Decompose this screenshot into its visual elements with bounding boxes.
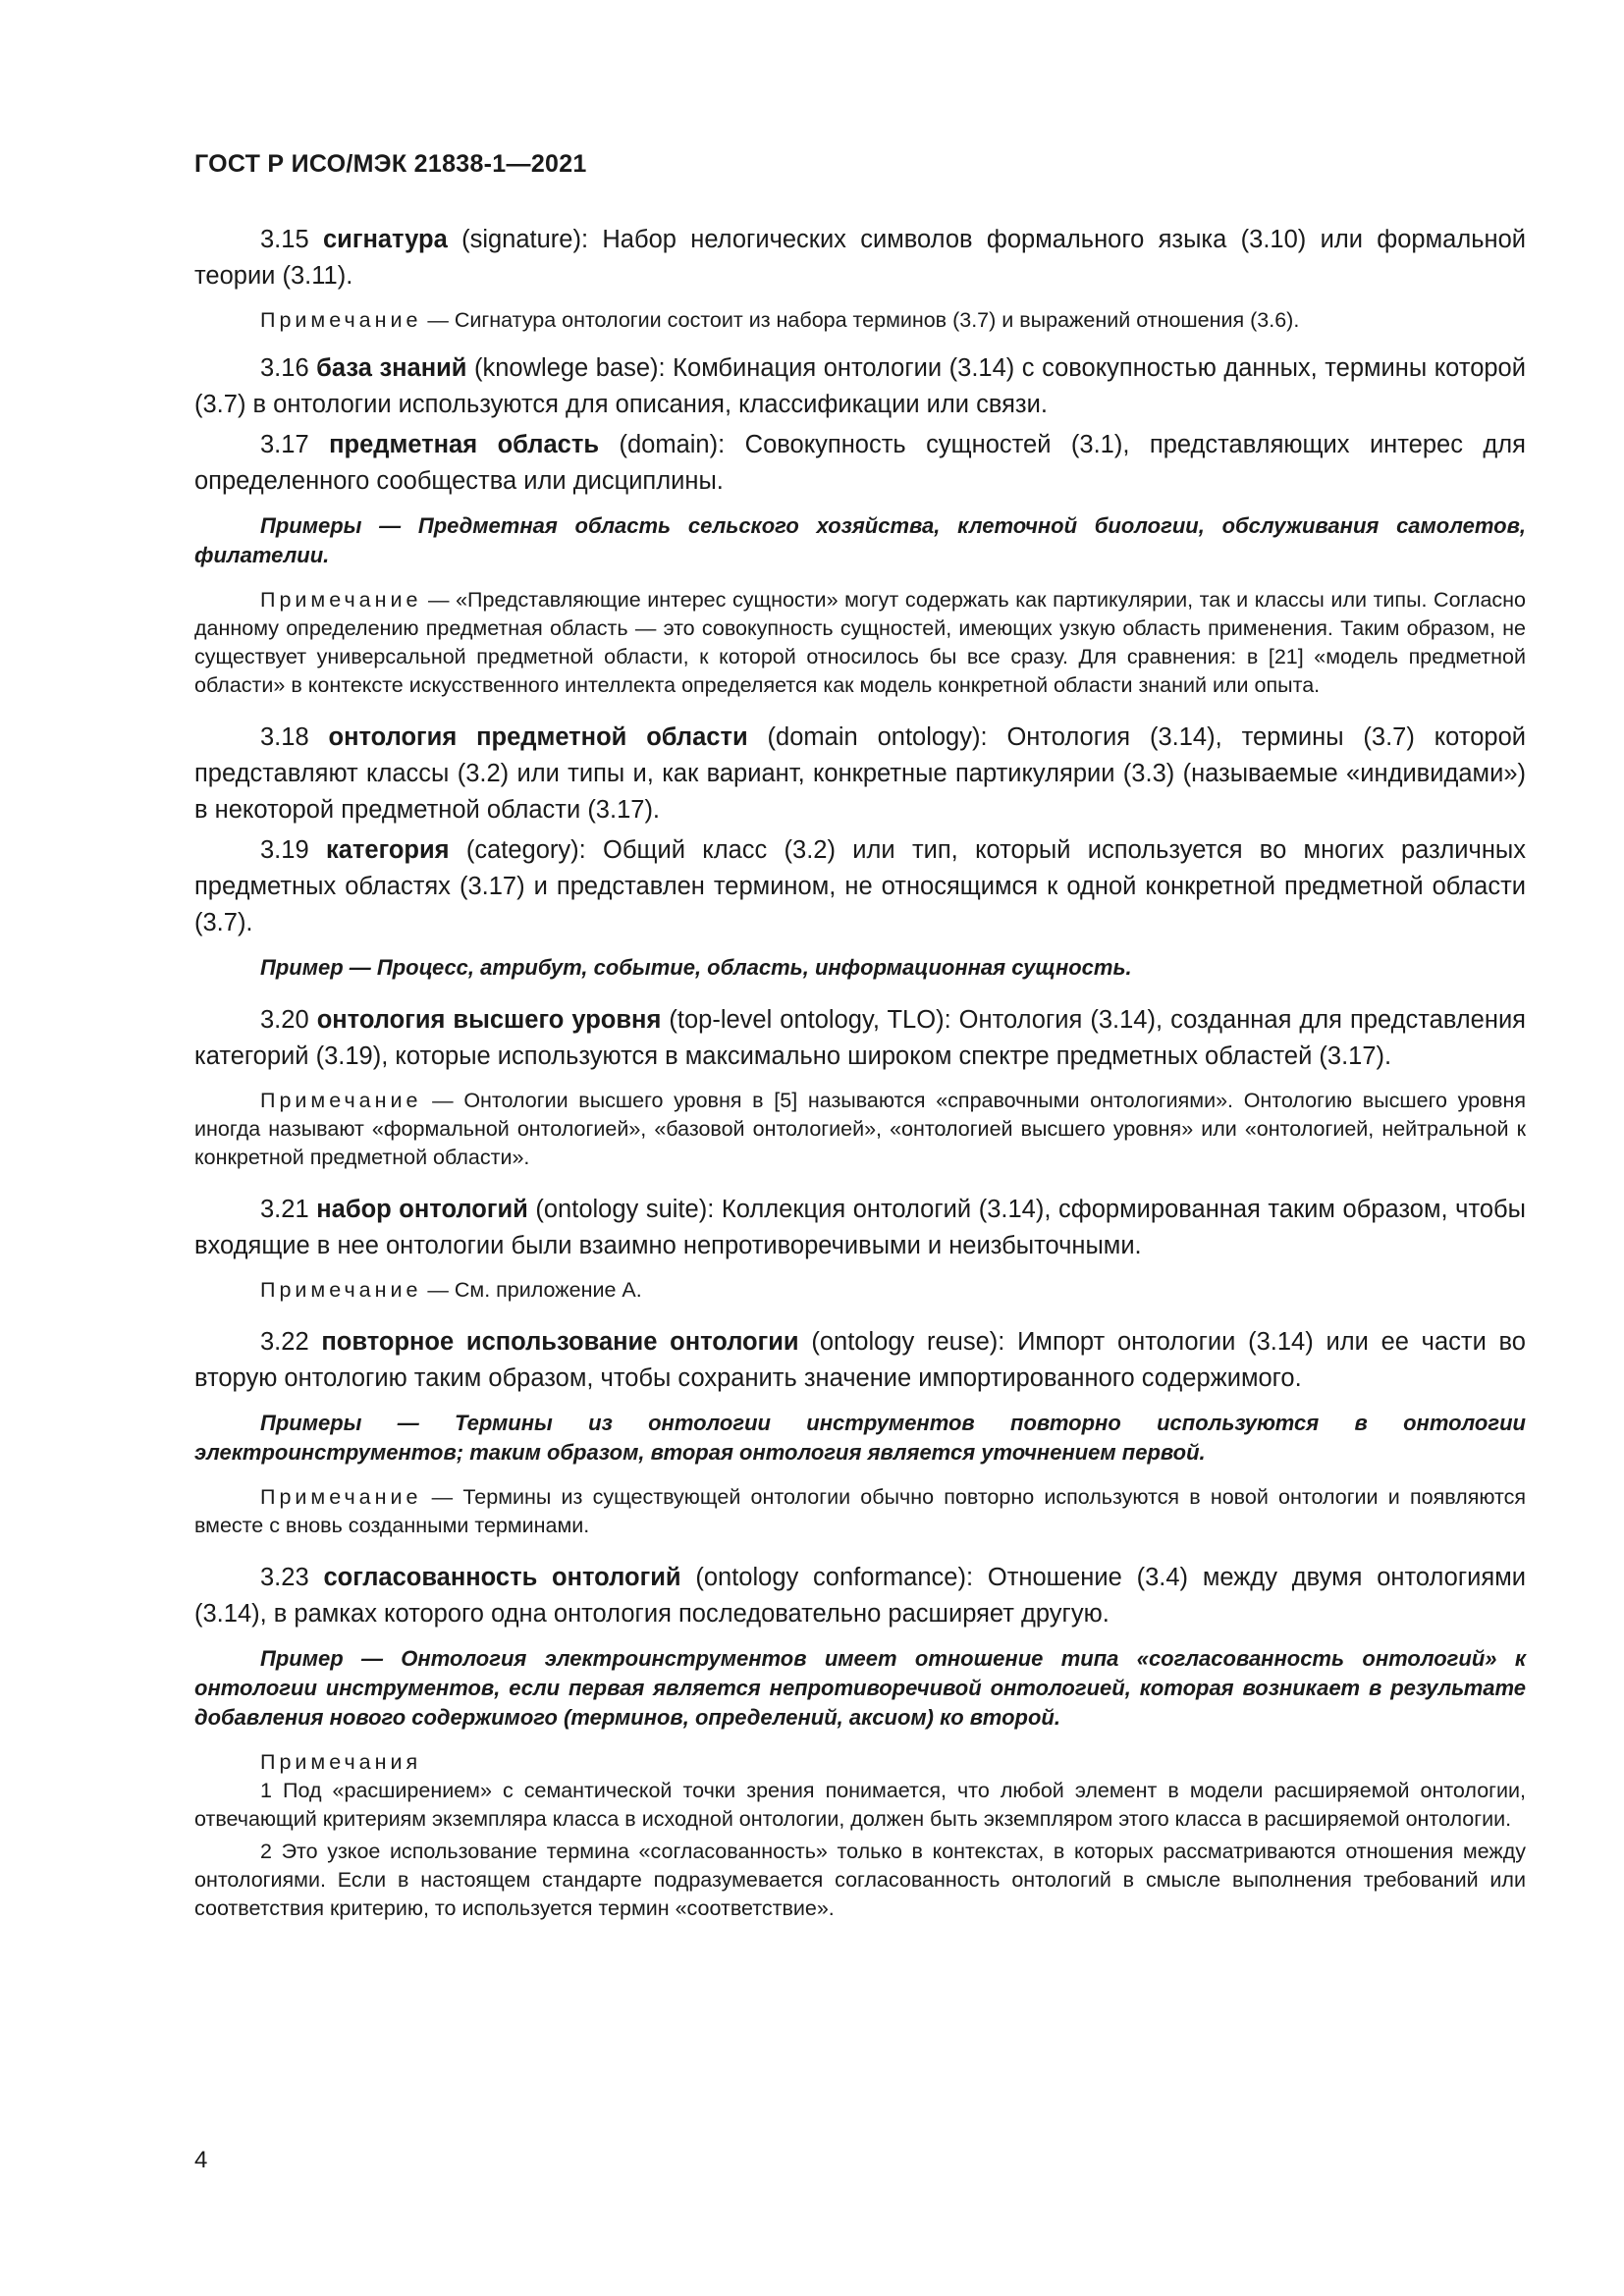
document-body <box>194 222 1526 1927</box>
note-text: — Онтологии высшего уровня в [5] называются «справочными онтологиями». Онтологию высшего уровня иногда называют «формальной онтологией», «базовой онтологией», «онтологией высшего уровня» или «онтологией, нейтральной к конкретной предметной области». <box>194 1089 1526 1169</box>
note-3-20 <box>194 1087 1526 1172</box>
note-label: Примечание <box>260 308 422 332</box>
note-text: — Термины из существующей онтологии обычно повторно используются в новой онтологии и появляются вместе с вновь созданными терминами. <box>194 1485 1526 1537</box>
term-name: согласованность онтологий <box>323 1564 681 1591</box>
term-definition: (category): Общий класс (3.2) или тип, который используется во многих различных предметных областях (3.17) и представлен термином, не относящимся к одной конкретной предметной области (3.7). <box>194 836 1526 936</box>
example-3-19: Пример — Процесс, атрибут, событие, область, информационная сущность. <box>260 955 1132 980</box>
term-definition: (ontology suite): Коллекция онтологий (3.14), сформированная таким образом, чтобы входящие в нее онтологии были взаимно непротиворечивыми и неизбыточными. <box>194 1196 1526 1259</box>
term-definition: (domain ontology): Онтология (3.14), термины (3.7) которой представляют классы (3.2) или типы и, как вариант, конкретные партикулярии (3.3) (называемые «индивидами») в некоторой предметной области (3.17). <box>194 723 1526 824</box>
note-3-15 <box>194 306 1526 335</box>
term-definition: (domain): Совокупность сущностей (3.1), представляющих интерес для определенного сообщества или дисциплины. <box>194 431 1526 495</box>
term-number: 3.15 <box>260 226 309 253</box>
term-name: категория <box>325 836 450 864</box>
term-number: 3.22 <box>260 1328 309 1356</box>
term-name: набор онтологий <box>316 1196 528 1223</box>
document-page <box>194 0 1526 2296</box>
term-3-17 <box>194 427 1526 500</box>
term-name: предметная область <box>329 431 600 458</box>
note-label: Примечание <box>260 1089 422 1112</box>
note-text: — «Представляющие интерес сущности» могут содержать как партикулярии, так и классы или типы. Согласно данному определению предметная область — это совокупность сущностей, имеющих узкую область применения. Таким образом, не существует универсальной предметной области, к которой относилось бы все сразу. Для сравнения: в [21] «модель предметной области» в контексте искусственного интеллекта определяется как модель конкретной области знаний или опыта. <box>194 588 1526 697</box>
note-text: — Сигнатура онтологии состоит из набора терминов (3.7) и выражений отношения (3.6). <box>421 308 1300 332</box>
page-number: 4 <box>194 2147 208 2173</box>
term-number: 3.20 <box>260 1006 309 1034</box>
term-name: база знаний <box>316 354 467 382</box>
note-3-23-2: 2 Это узкое использование термина «согласованность» только в контекстах, в которых рассматриваются отношения между онтологиями. Если в настоящем стандарте подразумевается согласованность онтологий в смысле выполнения требований или соответствия критерию, то используется термин «соответствие». <box>194 1840 1526 1920</box>
note-label: Примечание <box>260 588 422 612</box>
term-definition: (knowlege base): Комбинация онтологии (3.14) с совокупностью данных, термины которой (3.7) в онтологии используются для описания, классификации или связи. <box>194 354 1526 418</box>
term-definition: (signature): Набор нелогических символов формального языка (3.10) или формальной теории (3.11). <box>194 226 1526 290</box>
term-3-23 <box>194 1560 1526 1632</box>
term-3-22 <box>194 1324 1526 1397</box>
note-3-22 <box>194 1483 1526 1540</box>
note-3-23-1: 1 Под «расширением» с семантической точки зрения понимается, что любой элемент в модели расширяемой онтологии, отвечающий критериям экземпляра класса в исходной онтологии, должен быть экземпляром этого класса в расширяемой онтологии. <box>194 1779 1526 1831</box>
note-3-21 <box>194 1276 1526 1305</box>
note-label: Примечание <box>260 1485 422 1509</box>
note-3-17 <box>194 586 1526 700</box>
term-definition: (top-level ontology, TLO): Онтология (3.14), созданная для представления категорий (3.19), которые используются в максимально широком спектре предметных областей (3.17). <box>194 1006 1526 1070</box>
term-3-16 <box>194 350 1526 423</box>
term-number: 3.18 <box>260 723 309 751</box>
term-number: 3.23 <box>260 1564 309 1591</box>
page-header: ГОСТ Р ИСО/МЭК 21838-1—2021 <box>194 150 587 178</box>
term-number: 3.17 <box>260 431 309 458</box>
term-3-21 <box>194 1192 1526 1264</box>
term-name: онтология высшего уровня <box>316 1006 662 1034</box>
example-3-17: Примеры — Предметная область сельского хозяйства, клеточной биологии, обслуживания самолетов, филателии. <box>194 513 1526 567</box>
note-label: Примечание <box>260 1278 422 1302</box>
example-3-23: Пример — Онтология электроинструментов имеет отношение типа «согласованность онтологий» к онтологии инструментов, если первая является непротиворечивой онтологией, которая возникает в результате добавления нового содержимого (терминов, определений, аксиом) ко второй. <box>194 1646 1526 1730</box>
notes-heading: Примечания <box>260 1750 422 1774</box>
term-name: онтология предметной области <box>328 723 748 751</box>
term-3-20 <box>194 1002 1526 1075</box>
example-3-22: Примеры — Термины из онтологии инструментов повторно используются в онтологии электроинструментов; таким образом, вторая онтология является уточнением первой. <box>194 1411 1526 1465</box>
term-name: сигнатура <box>322 226 448 253</box>
term-number: 3.19 <box>260 836 309 864</box>
term-number: 3.16 <box>260 354 309 382</box>
term-3-19 <box>194 832 1526 941</box>
term-3-18 <box>194 720 1526 828</box>
note-text: — См. приложение А. <box>421 1278 642 1302</box>
term-name: повторное использование онтологии <box>321 1328 799 1356</box>
term-number: 3.21 <box>260 1196 309 1223</box>
term-definition: (ontology reuse): Импорт онтологии (3.14) или ее части во вторую онтологию таким образом, чтобы сохранить значение импортированного содержимого. <box>194 1328 1526 1392</box>
term-3-15 <box>194 222 1526 294</box>
term-definition: (ontology conformance): Отношение (3.4) между двумя онтологиями (3.14), в рамках которого одна онтология последовательно расширяет другую. <box>194 1564 1526 1628</box>
